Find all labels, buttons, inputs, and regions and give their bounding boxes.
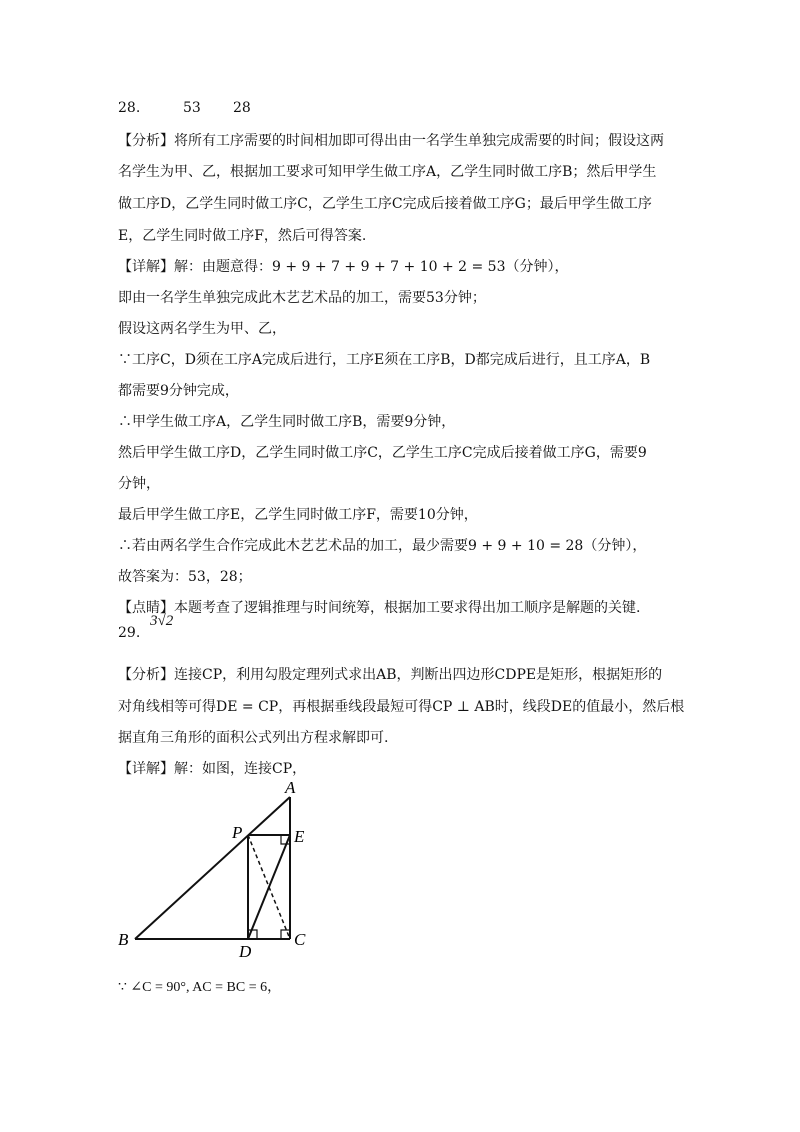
q29-line: 【详解】解：如图，连接CP， (118, 761, 307, 777)
label-p: P (232, 823, 243, 842)
q29-line: 对角线相等可得DE = CP，再根据垂线段最短可得CP ⊥ AB时，线段DE的值最小，然后根 (118, 699, 685, 715)
side-ab (135, 797, 290, 939)
q29-answer: 3√2 (150, 613, 174, 629)
q28-line: 即由一名学生单独完成此木艺艺术品的加工，需要53分钟； (118, 290, 486, 306)
q28-line: 然后甲学生做工序D，乙学生同时做工序C，乙学生工序C完成后接着做工序G，需要9 (118, 445, 647, 461)
q28-line: 名学生为甲、乙，根据加工要求可知甲学生做工序A，乙学生同时做工序B；然后甲学生 (118, 164, 657, 180)
q28-line: ∴甲学生做工序A，乙学生同时做工序B，需要9分钟， (118, 414, 456, 430)
label-b: B (118, 930, 129, 949)
q28-line: 【分析】将所有工序需要的时间相加即可得出由一名学生单独完成需要的时间；假设这两 (118, 133, 664, 149)
q28-line: 假设这两名学生为甲、乙， (118, 321, 286, 337)
q28-line: ∵工序C，D须在工序A完成后进行，工序E须在工序B，D都完成后进行，且工序A，B (118, 352, 651, 368)
label-a: A (285, 778, 296, 797)
q28-line: 都需要9分钟完成， (118, 383, 239, 399)
q28-line: ∴若由两名学生合作完成此木艺艺术品的加工，最少需要9 + 9 + 10 = 28（分钟）， (118, 538, 647, 554)
q28-line: 故答案为：53，28； (118, 569, 252, 585)
q29-line: 据直角三角形的面积公式列出方程求解即可. (118, 730, 389, 746)
q29-number: 29. (118, 625, 141, 641)
triangle-abc (135, 797, 290, 939)
q28-line: 分钟， (118, 476, 160, 492)
label-c: C (294, 930, 306, 949)
label-e: E (294, 827, 305, 846)
q28-line: E，乙学生同时做工序F，然后可得答案. (118, 228, 367, 244)
q28-line: 【详解】解：由题意得：9 + 9 + 7 + 9 + 7 + 10 + 2 = 53（分钟）， (118, 259, 569, 275)
q29-line: 【分析】连接CP，利用勾股定理列式求出AB，判断出四边形CDPE是矩形，根据矩形的 (118, 667, 663, 683)
label-d: D (239, 942, 252, 961)
q28-line: 【点睛】本题考查了逻辑推理与时间统筹，根据加工要求得出加工顺序是解题的关键. (118, 600, 641, 616)
q28-answer-2: 28 (233, 100, 251, 116)
q28-line: 做工序D，乙学生同时做工序C，乙学生工序C完成后接着做工序G；最后甲学生做工序 (118, 196, 652, 212)
q29-last-line: ∵ ∠C = 90°, AC = BC = 6， (118, 980, 282, 995)
q28-number: 28. (118, 100, 141, 116)
q28-answer-1: 53 (183, 100, 201, 116)
q28-line: 最后甲学生做工序E，乙学生同时做工序F，需要10分钟， (118, 507, 478, 523)
